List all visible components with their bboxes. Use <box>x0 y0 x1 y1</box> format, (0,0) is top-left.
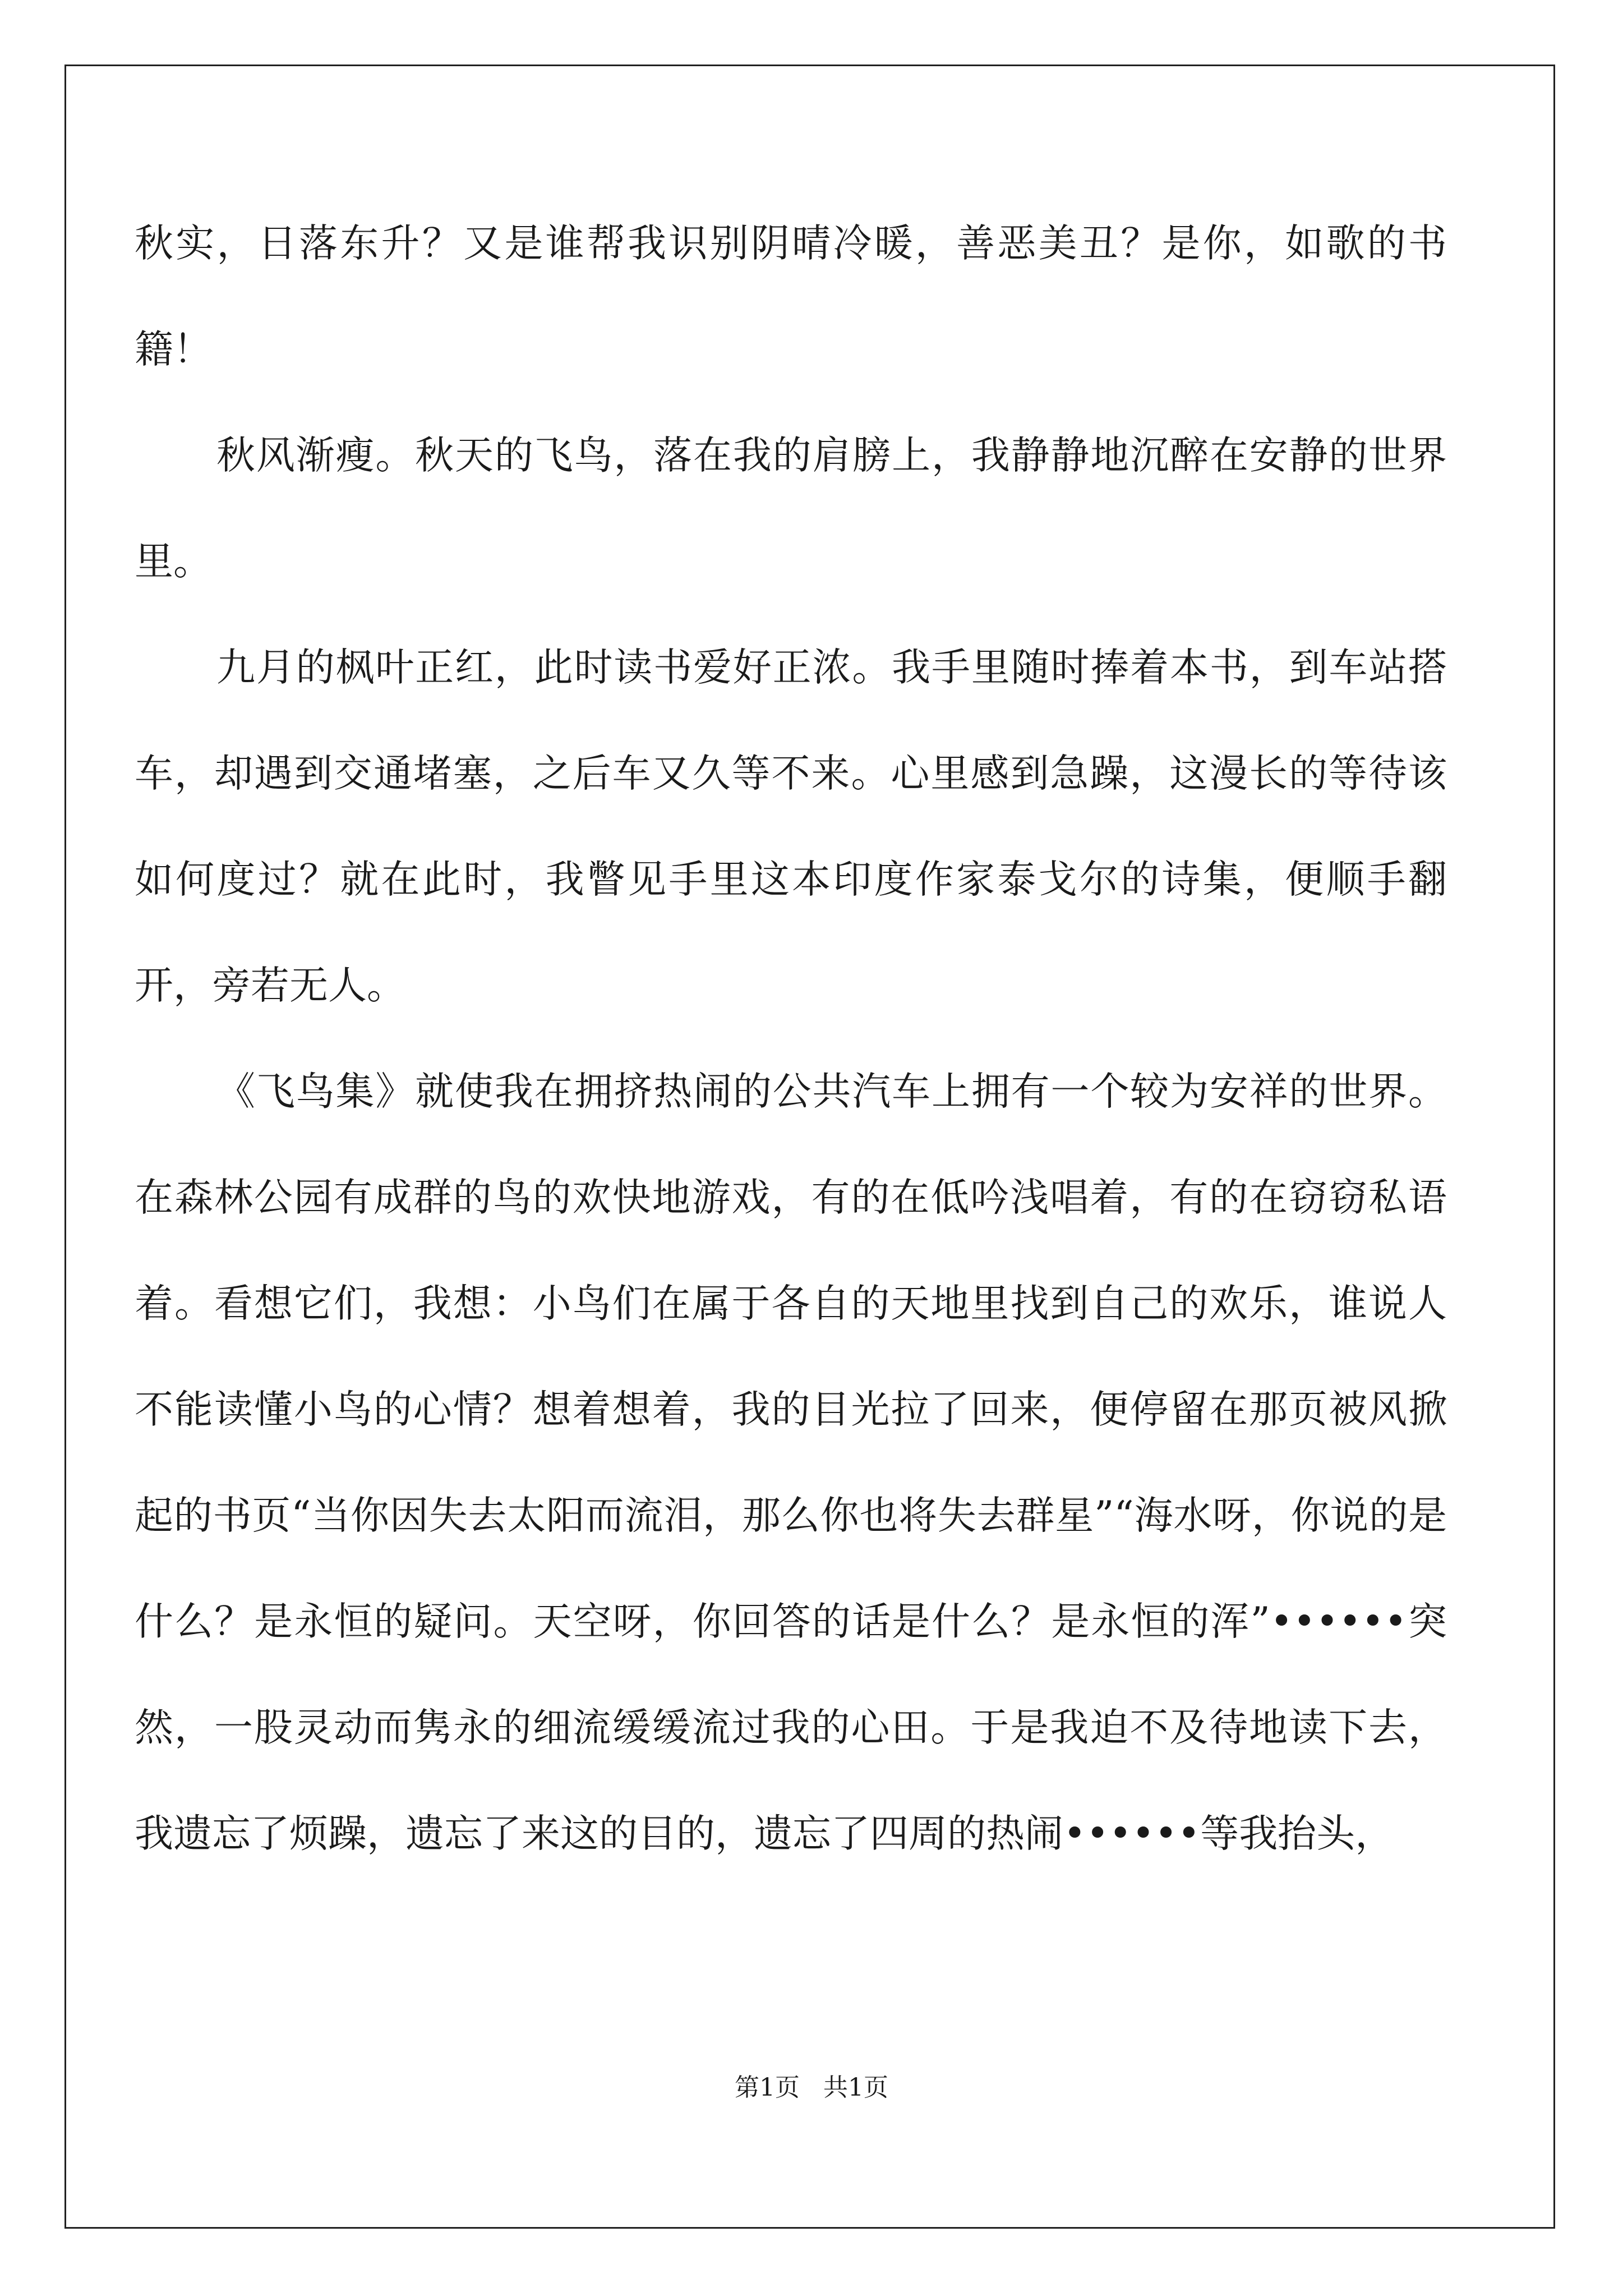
paragraph-2: 秋风渐瘦。秋天的飞鸟，落在我的肩膀上，我静静地沉醉在安静的世界里。 <box>135 433 1447 584</box>
paragraph-4: 《飞鸟集》就使我在拥挤热闹的公共汽车上拥有一个较为安祥的世界。在森林公园有成群的鸟的欢快地游戏，有的在低吟浅唱着，有的在窃窃私语着。看想它们，我想：小鸟们在属于各自的天地里找到自己的欢乐，谁说人不能读懂小鸟的心情？想着想着，我的目光拉了回来，便停留在那页被风掀起的书页“当你因失去太阳而流泪，那么你也将失去群星”“海水呀，你说的是什么？是永恒的疑问。天空呀，你回答的话是什么？是永恒的浑”••••••突然，一股灵动而隽永的细流缓缓流过我的心田。于是我迫不及待地读下去，我遗忘了烦躁，遗忘了来这的目的，遗忘了四周的热闹••••••等我抬头， <box>135 1069 1447 1856</box>
page-number-footer: 第1页 共1页 <box>735 2073 888 2102</box>
paragraph-1: 秋实，日落东升？又是谁帮我识别阴晴冷暖，善恶美丑？是你，如歌的书籍！ <box>135 221 1447 372</box>
document-body <box>135 191 1447 1887</box>
paragraph-3: 九月的枫叶正红，此时读书爱好正浓。我手里随时捧着本书，到车站搭车，却遇到交通堵塞，之后车又久等不来。心里感到急躁，这漫长的等待该如何度过？就在此时，我瞥见手里这本印度作家泰戈尔的诗集，便顺手翻开，旁若无人。 <box>135 645 1447 1008</box>
